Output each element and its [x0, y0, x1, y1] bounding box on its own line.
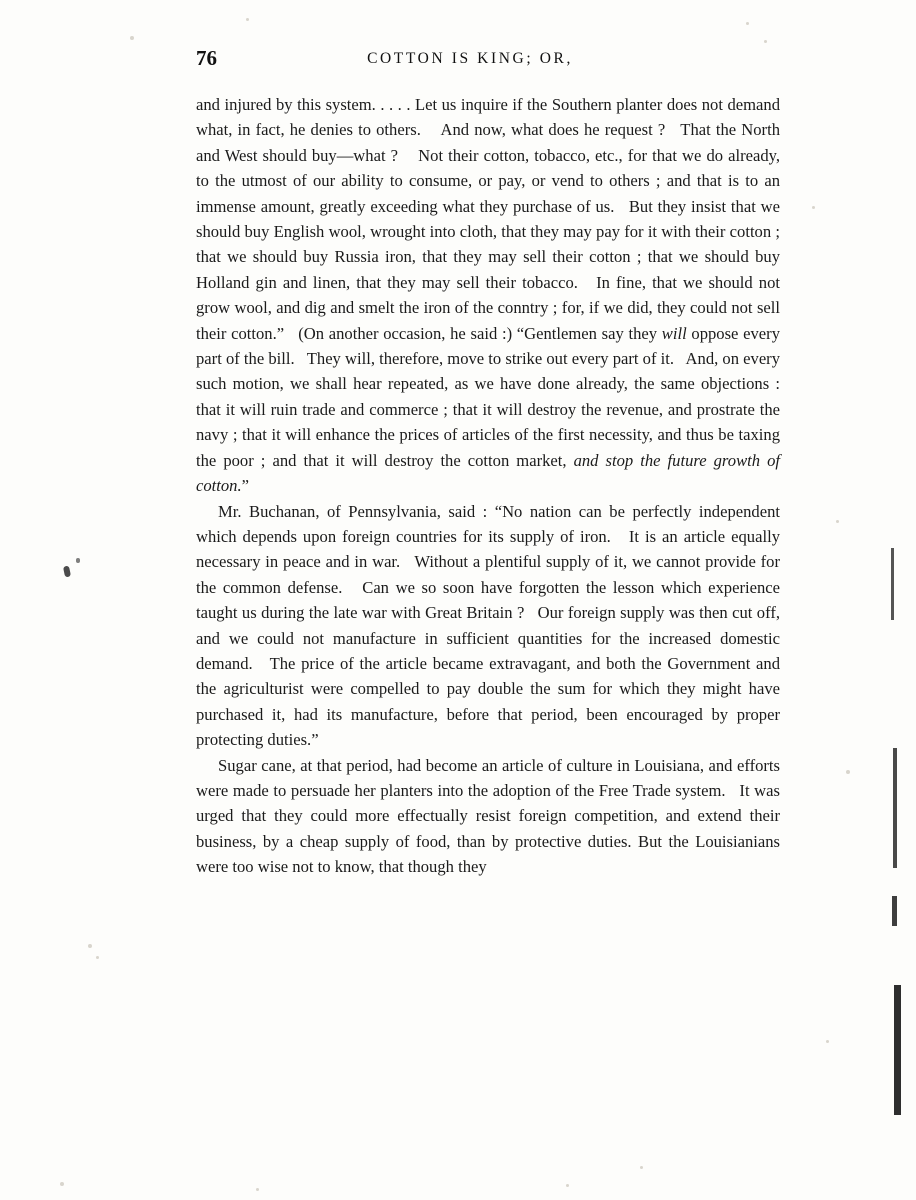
- paragraph: Sugar cane, at that period, had become an article of culture in Louisiana, and efforts were made to persuade her planters into the adoption of the Free Trade system. It was urged that they could more effectually resist foreign competition, and extend their business, by a cheap supply of food, than by protective duties. But the Louisianians were too wise not to know, that though they: [196, 755, 780, 877]
- paragraph: Mr. Buchanan, of Pennsylvania, said : “No nation can be perfectly independent which depends upon foreign countries for its supply of iron. It is an article equally necessary in peace and in war. Without a plentiful supply of it, we cannot provide for the common defense. Can we so soon have forgotten the lesson which experience taught us during the late war with Great Britain ? Our foreign supply was then cut off, and we could not manufacture in sufficient quantities for the increased domestic demand. The price of the article became extravagant, and both the Government and the agriculturist were compelled to pay double the sum for which they might have purchased it, had its manufacture, before that period, been encouraged by proper protecting duties.”: [196, 501, 780, 750]
- paper-speck: [746, 22, 749, 25]
- page-edge-shadow: [891, 548, 894, 620]
- page-edge-shadow: [892, 896, 897, 926]
- paper-speck: [640, 1166, 643, 1169]
- ink-blot-icon: [76, 558, 80, 563]
- paragraph: and injured by this system. . . . . Let us inquire if the Southern planter does not demand what, in fact, he denies to others. And now, what does he request ? That the North and West should buy—what ? Not their cotton, tobacco, etc., for that we do already, to the utmost of our ability to consume, or pay, or vend to others ; and that is to an immense amount, greatly exceeding what they purchase of us. But they insist that we should buy English wool, wrought into cloth, that they may pay for it with their cotton ; that we should buy Russia iron, that they may sell their cotton ; that we should buy Holland gin and linen, that they may sell their tobacco. In fine, that we should not grow wool, and dig and smelt the iron of the conntry ; for, if we did, they could not sell their cotton.” (On another occasion, he said :) “Gentlemen say they will oppose every part of the bill. They will, therefore, move to strike out every part of it. And, on every such motion, we shall hear repeated, as we have done already, the same objections : that it will ruin trade and commerce ; that it will destroy the revenue, and prostrate the navy ; that it will enhance the prices of articles of the first necessity, and thus be taxing the poor ; and that it will destroy the cotton market, and stop the future growth of cotton.”: [196, 95, 781, 496]
- paper-speck: [566, 1184, 569, 1187]
- paper-speck: [812, 206, 815, 209]
- running-head: COTTON IS KING; OR,: [367, 50, 573, 67]
- paper-speck: [130, 36, 134, 40]
- page-header: [0, 44, 916, 72]
- paper-speck: [764, 40, 767, 43]
- ink-blot-icon: [63, 565, 71, 577]
- page-body: [196, 92, 780, 880]
- page-number: 76: [196, 46, 217, 70]
- paper-speck: [88, 944, 92, 948]
- page-edge-shadow: [894, 985, 901, 1115]
- page-edge-shadow: [893, 748, 897, 868]
- paper-speck: [826, 1040, 829, 1043]
- paper-speck: [836, 520, 839, 523]
- paper-speck: [846, 770, 850, 774]
- paper-speck: [246, 18, 249, 21]
- paper-speck: [60, 1182, 64, 1186]
- paper-speck: [256, 1188, 259, 1191]
- paper-speck: [96, 956, 99, 959]
